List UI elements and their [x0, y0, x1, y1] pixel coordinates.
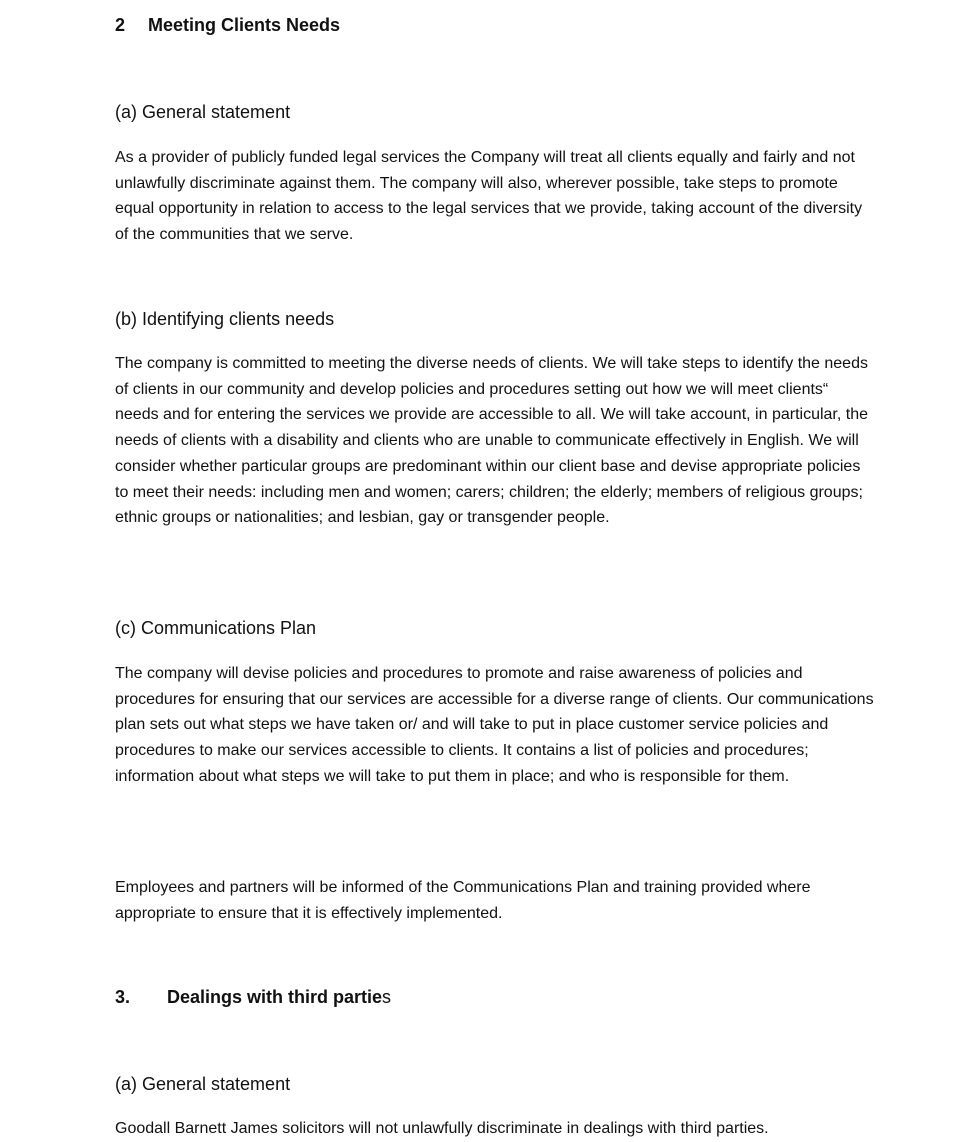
section-2c-body-2: Employees and partners will be informed of the Communications Plan and training provided where appropriate to ensure that it is effectively implemented.	[115, 879, 811, 922]
section-2-heading	[115, 14, 340, 36]
section-2c-heading: (c) Communications Plan	[115, 618, 317, 638]
section-2b-body: The company is committed to meeting the diverse needs of clients. We will take steps to identify the needs of clients in our community and develop policies and procedures setting out how we will meet clients“ needs and for entering the services we provide are accessible to all. We will take account, in particular, the needs of clients with a disability and clients who are unable to communicate effectively in English. We will consider whether particular groups are predominant within our client base and devise appropriate policies to meet their needs: including men and women; carers; children; the elderly; members of religious groups; ethnic groups or nationalities; and lesbian, gay or transgender people.	[115, 355, 868, 527]
section-3a-heading: (a) General statement	[115, 1074, 291, 1094]
section-3-heading	[115, 986, 391, 1008]
section-3a-body: Goodall Barnett James solicitors will not unlawfully discriminate in dealings with third parties.	[115, 1120, 769, 1137]
section-2a-heading: (a) General statement	[115, 102, 291, 122]
section-2-number: 2	[115, 15, 126, 35]
section-3-title-tail: s	[382, 987, 392, 1007]
section-3-title: Dealings with third partie	[167, 987, 383, 1007]
section-2-title: Meeting Clients Needs	[148, 15, 341, 35]
section-2a-body: As a provider of publicly funded legal services the Company will treat all clients equally and fairly and not unlawfully discriminate against them. The company will also, wherever possible, take steps to promote equal opportunity in relation to access to the legal services that we provide, taking account of the diversity of the communities that we serve.	[115, 149, 863, 244]
section-3-number: 3.	[115, 987, 131, 1007]
section-2c-body: The company will devise policies and procedures to promote and raise awareness of policies and procedures for ensuring that our services are accessible for a diverse range of clients. Our communications plan sets out what steps we have taken or/ and will take to put in place customer service policies and procedures to make our services accessible to clients. It contains a list of policies and procedures; information about what steps we will take to put them in place; and who is responsible for them.	[115, 665, 874, 785]
section-2b-heading: (b) Identifying clients needs	[115, 309, 335, 329]
